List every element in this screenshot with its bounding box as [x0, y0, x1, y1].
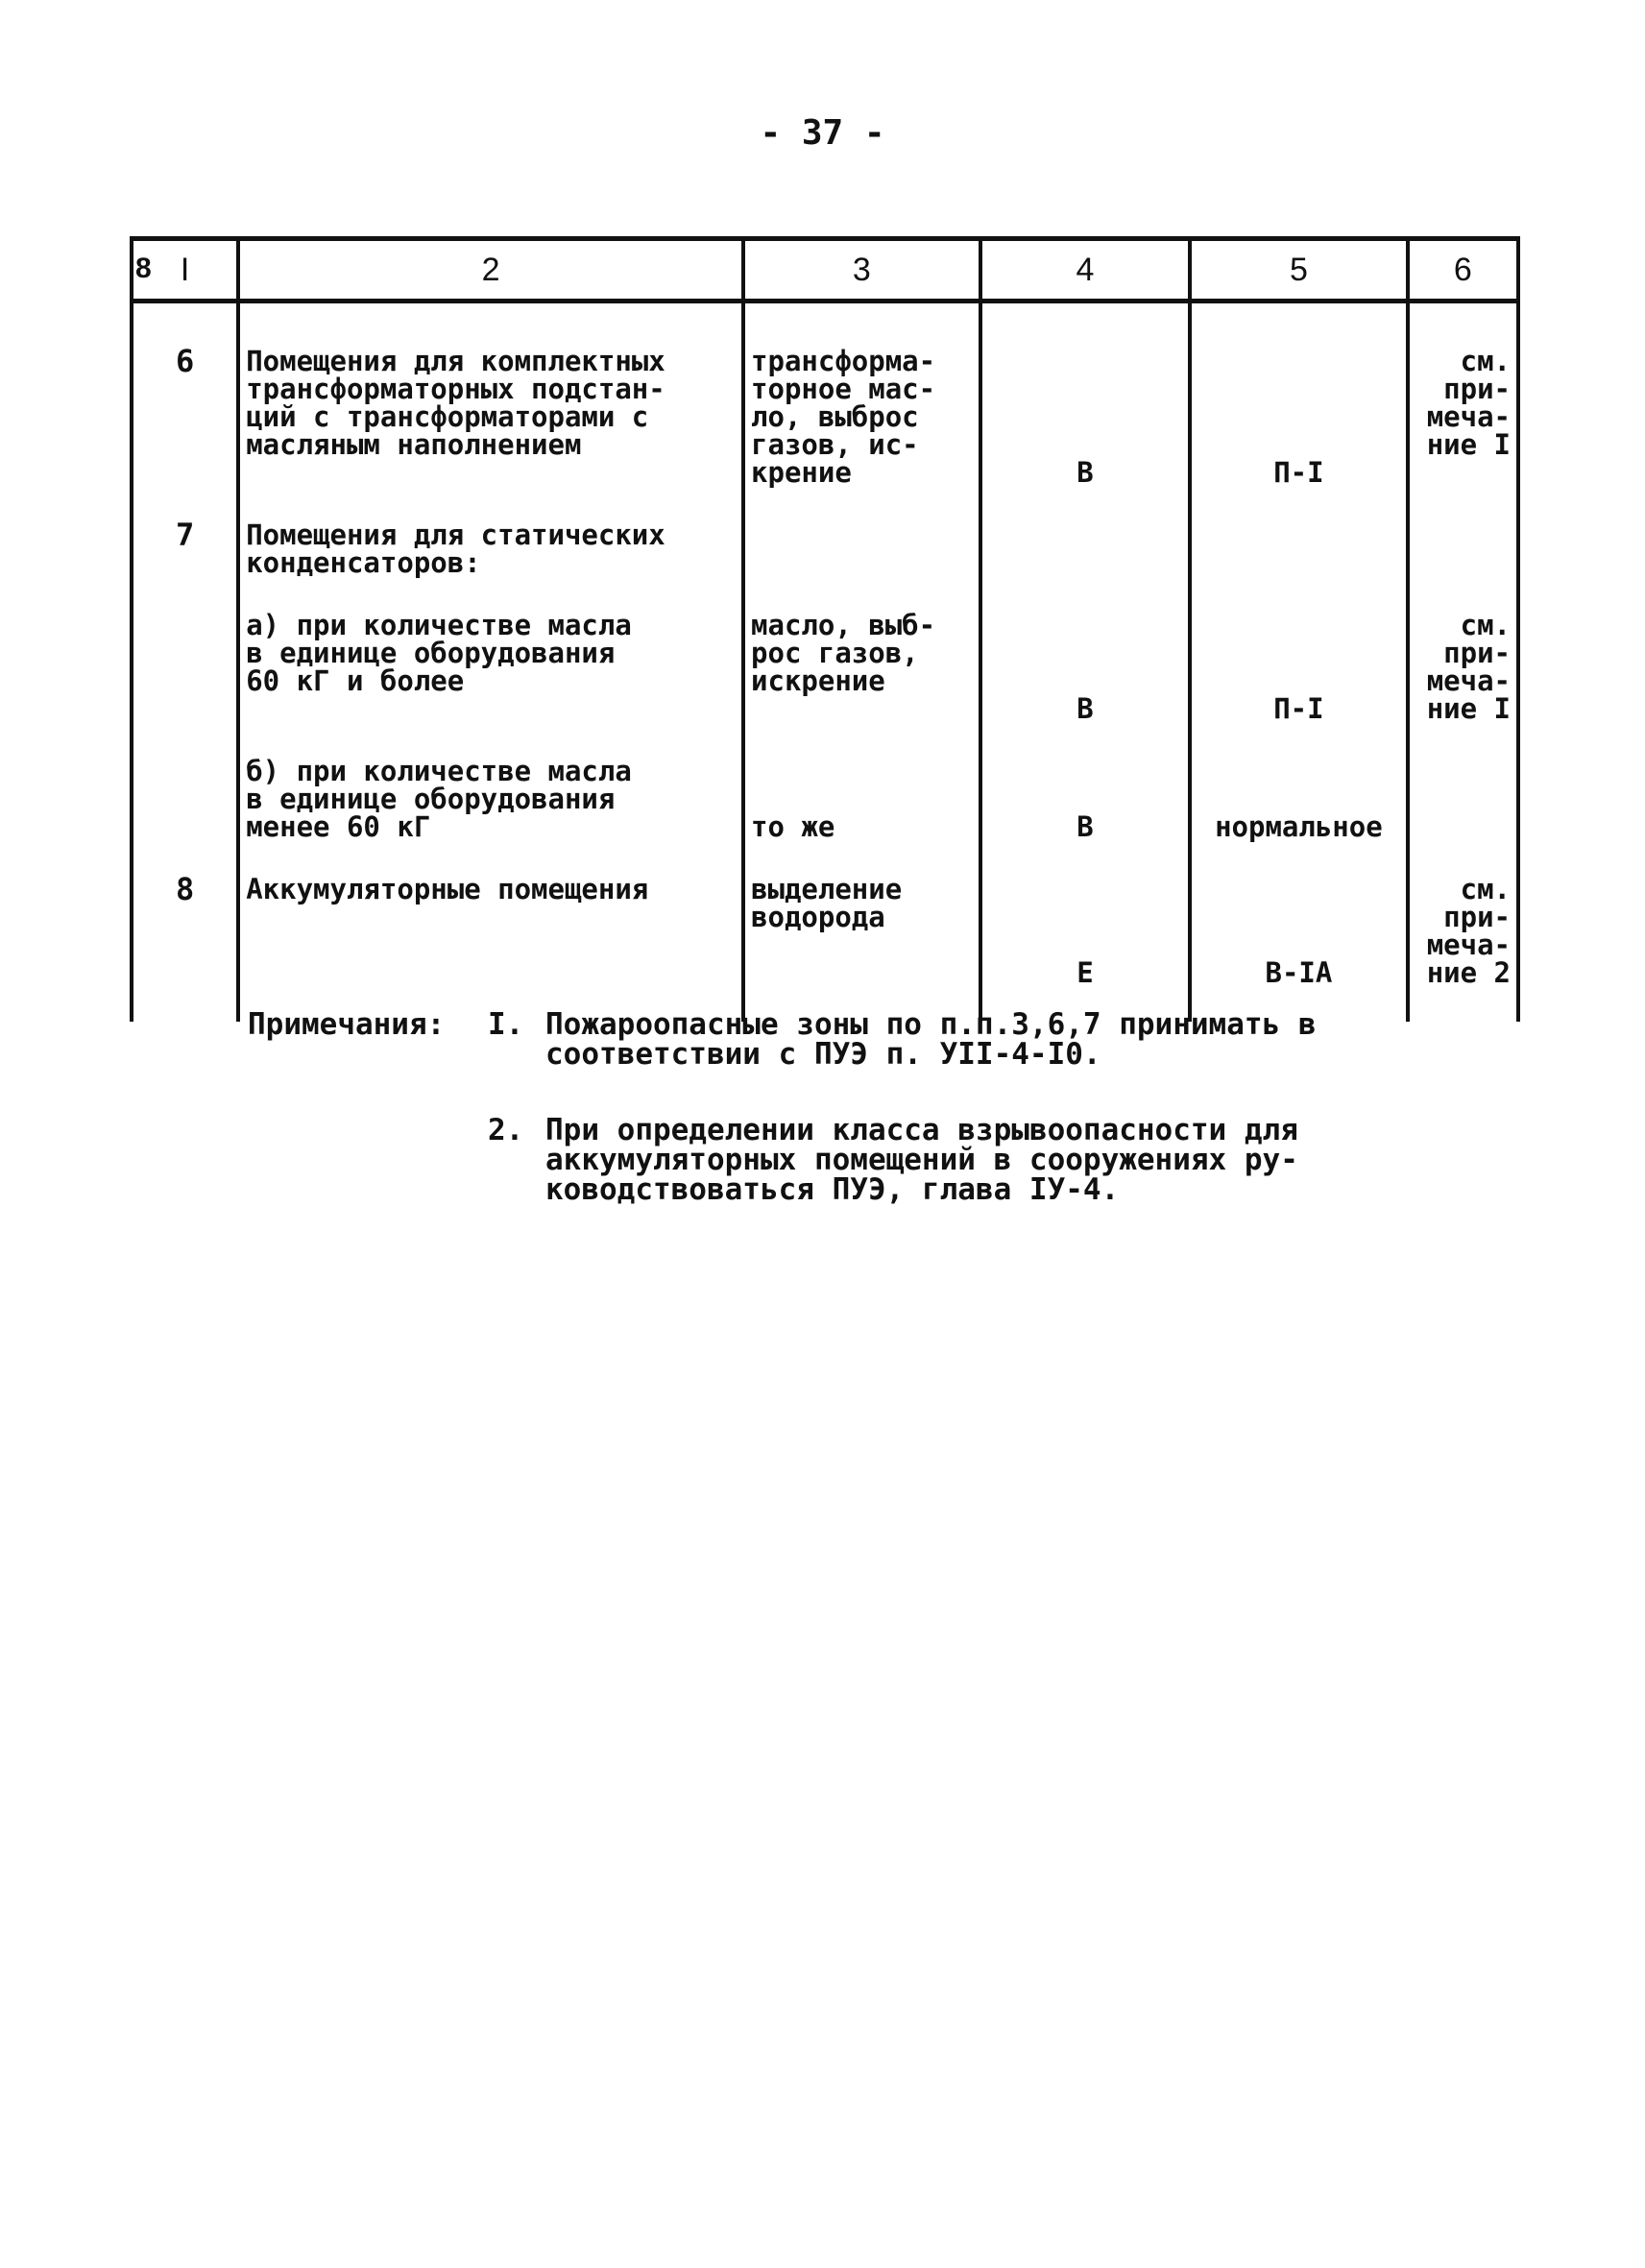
notes-label: Примечания:	[248, 1007, 446, 1042]
hazard-substance: выделение водорода	[743, 876, 980, 987]
note-item	[248, 1113, 1400, 1207]
row-spacer	[132, 487, 1518, 521]
hazard-substance	[743, 521, 980, 577]
row-number: 6	[132, 302, 238, 488]
room-name: Аккумуляторные помещения	[238, 876, 743, 987]
note-item	[248, 1007, 1400, 1072]
room-name: Помещения для комплектных трансформаторных подстан- ций с трансформаторами с масляным наполнением	[238, 302, 743, 488]
note-text: При определении класса взрывоопасности для аккумуляторных помещений в сооружениях ру- ководствоваться ПУЭ, глава IУ-4.	[545, 1113, 1298, 1207]
row-number: 8	[132, 876, 238, 987]
category: В	[980, 612, 1190, 723]
row-number	[132, 612, 238, 723]
note-ref: см. при- меча- ние I	[1408, 612, 1518, 723]
hazard-classification-table	[130, 236, 1520, 1022]
note-ref: см. при- меча- ние 2	[1408, 876, 1518, 987]
table-row	[132, 758, 1518, 841]
room-name: б) при количестве масла в единице оборудования менее 60 кГ	[238, 758, 743, 841]
table-header-row	[132, 239, 1518, 302]
column-header-2: 2	[238, 239, 743, 302]
note-text: Пожароопасные зоны по п.п.3,6,7 принимать в соответствии с ПУЭ п. УII-4-I0.	[545, 1007, 1317, 1072]
zone-class: нормальное	[1190, 758, 1408, 841]
table-row	[132, 612, 1518, 723]
table-row	[132, 521, 1518, 577]
note-ref: см. при- меча- ние I	[1408, 302, 1518, 488]
hazard-substance: трансформа- торное мас- ло, выброс газов, ис- крение	[743, 302, 980, 488]
note-number: 2.	[488, 1113, 524, 1147]
hazard-substance: масло, выб- рос газов, искрение	[743, 612, 980, 723]
column-header-1: 8 I	[132, 239, 238, 302]
zone-class: П-I	[1190, 302, 1408, 488]
row-spacer	[132, 841, 1518, 876]
row-number	[132, 758, 238, 841]
column-header-4: 4	[980, 239, 1190, 302]
row-number: 7	[132, 521, 238, 577]
hazard-substance: то же	[743, 758, 980, 841]
header-extra-mark: 8	[135, 253, 152, 284]
category	[980, 521, 1190, 577]
column-header-3: 3	[743, 239, 980, 302]
room-name: Помещения для статических конденсаторов:	[238, 521, 743, 577]
table-row	[132, 876, 1518, 987]
page-number: - 37 -	[760, 113, 885, 153]
room-name: а) при количестве масла в единице оборудования 60 кГ и более	[238, 612, 743, 723]
note-ref	[1408, 758, 1518, 841]
zone-class: П-I	[1190, 612, 1408, 723]
row-spacer	[132, 723, 1518, 758]
row-spacer	[132, 577, 1518, 612]
category: В	[980, 302, 1190, 488]
zone-class	[1190, 521, 1408, 577]
category: В	[980, 758, 1190, 841]
note-number: I.	[488, 1007, 524, 1042]
zone-class: В-IА	[1190, 876, 1408, 987]
note-ref	[1408, 521, 1518, 577]
notes-section	[248, 1007, 1400, 1207]
table-row	[132, 302, 1518, 488]
column-header-6: 6	[1408, 239, 1518, 302]
category: Е	[980, 876, 1190, 987]
column-header-5: 5	[1190, 239, 1408, 302]
